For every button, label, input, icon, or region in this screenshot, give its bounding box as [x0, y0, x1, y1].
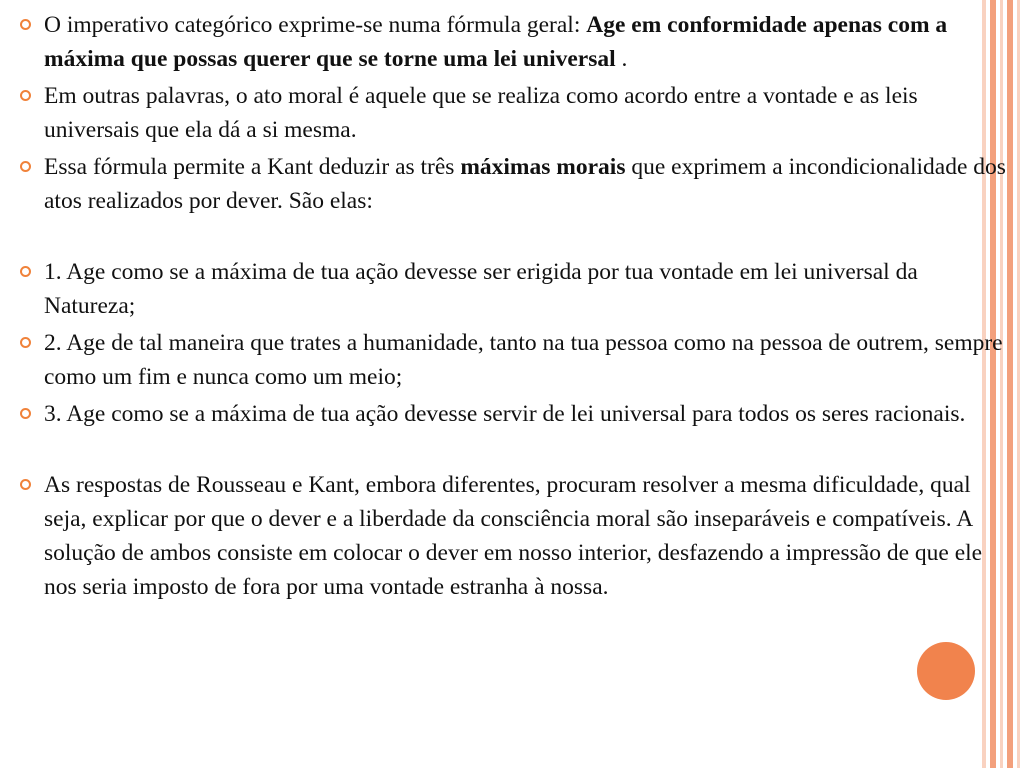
item-text: Em outras palavras, o ato moral é aquele que se realiza como acordo entre a vontade e as leis universais que ela dá a si mesma. [44, 83, 918, 143]
item-bold-text: Age em conformidade apenas com a máxima que possas querer que se torne uma lei universal [44, 12, 948, 72]
bullet-icon [20, 408, 31, 419]
list-item [18, 255, 1014, 323]
item-text: que exprimem a incondicionalidade dos atos realizados por dever. São elas: [44, 154, 1006, 214]
bullet-icon [20, 266, 31, 277]
list-item [18, 468, 1014, 604]
item-text: 1. Age como se a máxima de tua ação devesse ser erigida por tua vontade em lei universal da Natureza; [44, 259, 918, 319]
bullet-icon [20, 161, 31, 172]
list-item [18, 150, 1014, 218]
bullet-list [18, 8, 1014, 604]
bullet-icon [20, 479, 31, 490]
bullet-icon [20, 90, 31, 101]
bullet-icon [20, 19, 31, 30]
item-text: 3. Age como se a máxima de tua ação devesse servir de lei universal para todos os seres racionais. [44, 401, 966, 427]
list-item [18, 79, 1014, 147]
list-item [18, 8, 1014, 76]
item-text: O imperativo categórico exprime-se numa fórmula geral: [44, 12, 587, 38]
list-item [18, 397, 1014, 431]
item-bold-text: máximas morais [460, 154, 626, 180]
item-text: . [615, 46, 628, 72]
list-item [18, 326, 1014, 394]
bullet-icon [20, 337, 31, 348]
stripe [1017, 0, 1020, 768]
item-text: As respostas de Rousseau e Kant, embora diferentes, procuram resolver a mesma dificuldade, qual seja, explicar por que o dever e a liberdade da consciência moral são inseparáveis e compatíveis. A solução de ambos consiste em colocar o dever em nosso interior, desfazendo a impressão de que ele nos seria imposto de fora por uma vontade estranha à nossa. [44, 472, 983, 600]
item-text: 2. Age de tal maneira que trates a humanidade, tanto na tua pessoa como na pessoa de outrem, sempre como um fim e nunca como um meio; [44, 330, 1003, 390]
decorative-circle [917, 642, 975, 700]
item-text: Essa fórmula permite a Kant deduzir as três [44, 154, 461, 180]
